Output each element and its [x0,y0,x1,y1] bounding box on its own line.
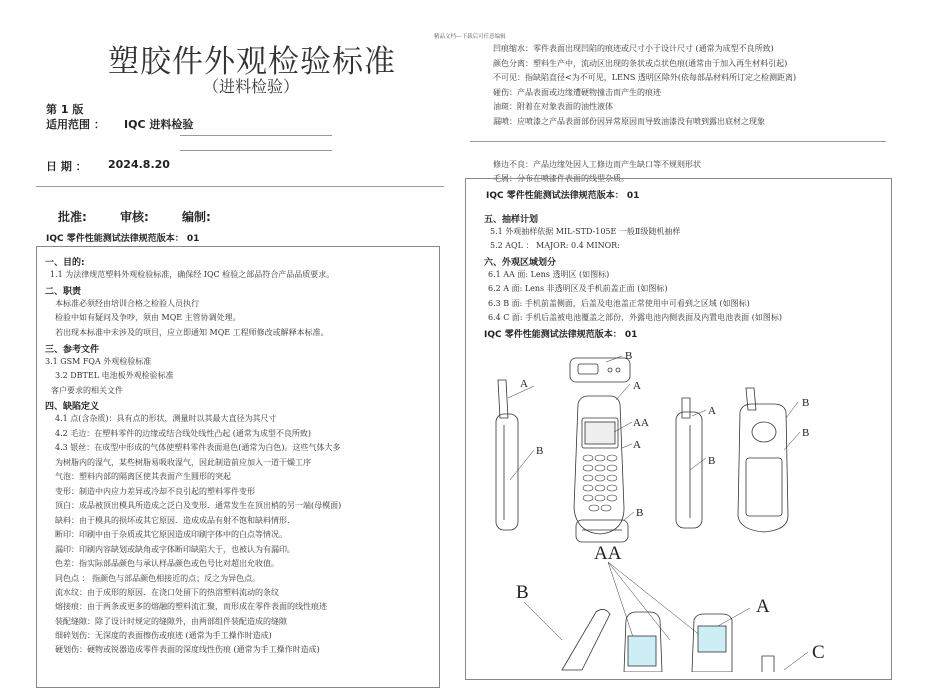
defect-line: 硬划伤：硬物或锐器造成零件表面的深度线性伤痕 (通常为手工操作时造成) [55,645,320,654]
defect-line: 色差：指实际部品颜色与承认样品颜色或色号比对超出允收值。 [55,559,279,568]
section-line: 3.2 DBTEL 电池板外观检验标准 [55,371,174,380]
section-heading: 三、参考文件 [45,345,100,355]
defect-line: 断印：印刷中由于杂质或其它原因造成印刷字体中的白点等情况。 [55,530,287,539]
section-line: 5.1 外观抽样依据 MIL-STD-105E 一般Ⅱ级随机抽样 [490,227,681,236]
label-a: A [520,378,528,390]
phone-area-diagram [470,340,880,672]
right-spec-title-2: IQC 零件性能测试法律规范版本： 01 [484,330,638,340]
section-line: 6.3 B 面: 手机前盖侧面，后盖及电池盖正常使用中可看到之区域 (如图标) [488,299,750,308]
label-b: B [708,455,716,467]
defect-line: 颜色分离：塑料生产中，流动区出现的条状或点状色痕(通常由于加入再生材料引起) [493,59,788,68]
scope-underline-1 [180,135,332,136]
phone-top-view [570,358,630,382]
phone-back-view [738,388,788,532]
defect-line: 4.2 毛边：在塑料零件的边缘或结合线处线性凸起 (通常为成型不良所致) [55,429,312,438]
version-label: 第 1 版 [46,103,84,116]
defect-line: 油斑：附着在对象表面的油性液体 [493,102,613,111]
section-line: 5.2 AQL ： MAJOR: 0.4 MINOR: [490,241,620,250]
right-spec-title: IQC 零件性能测试法律规范版本： 01 [486,191,640,201]
defect-line: 漏喷：应喷漆之产品表面部份因异常原因而导致油漆没有喷到露出底材之现象 [493,117,765,126]
defect-line: 4.1 点(含杂质)：具有点的形状，测量时以其最大直径为其尺寸 [55,414,277,423]
section-line: 6.4 C 面: 手机后盖被电池覆盖之部份，外露电池内侧表面及内置电池表面 (如图标) [488,313,782,322]
label-b: B [625,350,633,362]
phone-front-view [574,396,624,534]
review-label: 审核: [120,210,149,224]
defect-line: 碰伤：产品表面或边缘遭硬物撞击而产生的痕迹 [493,88,661,97]
section-line: 本标准必须经由培训合格之检验人员执行 [55,299,199,308]
section-line: 若出现本标准中未涉及的项目，应立即通知 MQE 工程师修改或解释本标准。 [55,328,329,337]
document-title: 塑胶件外观检验标准 [108,44,396,80]
section-line: 检验中如有疑问及争吵，须由 MQE 主管协调处理。 [55,313,241,322]
defect-line: 凹痕缩水：零件表面出现凹陷的痕迹或尺寸小于设计尺寸 (通常为成型不良所致) [493,44,774,53]
phone-lower-views [562,609,774,672]
defect-line: 为树脂内的湿气，某些树脂易吸收湿气，因此制造前应加入一道干燥工序 [55,458,311,467]
defect-line: 装配缝隙：除了设计时规定的缝隙外，由两部组件装配造成的缝隙 [55,617,287,626]
defect-line: 细碎划伤：无深度的表面擦伤或痕迹 (通常为手工操作时造成) [55,631,272,640]
scope-value: IQC 进料检验 [124,118,194,131]
label-b: B [636,507,644,519]
label-a: A [633,439,641,451]
phone-left-side [496,380,518,530]
defect-line: 漏印：印刷内容缺划或缺角或字体断印缺陷大于，也被认为有漏印。 [55,545,295,554]
date-value: 2024.8.20 [108,158,170,171]
label-c-large: C [812,642,825,663]
label-a: A [708,405,716,417]
defect-line: 不可见：指缺陷直径<为不可见，LENS 透明区除外(依每部品材料所订定之检测距离) [493,73,797,82]
approve-label: 批准: [58,210,87,224]
defect-line: 毛屑：分布在喷漆件表面的线型杂质。 [493,174,629,183]
scope-underline-2 [180,150,332,151]
defect-line: 同色点 ： 指颜色与部品颜色相接近的点；反之为异色点。 [55,574,261,583]
section-line: 6.1 AA 面: Lens 透明区 (如图标) [488,270,610,279]
defect-line: 顶白：成品被顶出模具所造成之泛白及变形．通常发生在顶出梢的另一端(母模面) [55,501,342,510]
label-b-large: B [516,582,529,603]
label-b: B [536,445,544,457]
section-line: 6.2 A 面: Lens 非透明区及手机前盖正面 (如图标) [488,284,668,293]
section-heading: 五、抽样计划 [484,215,539,225]
label-a: A [633,380,641,392]
divider-right [470,141,886,142]
document-subtitle: （进料检验） [203,77,300,96]
label-a-large: A [756,596,770,617]
label-aa: AA [633,417,649,429]
defect-line: 缺料：由于模具的损坏或其它原因．造成成品有射不饱和缺料情形. [55,516,290,525]
section-line: 客户要求的相关文件 [51,386,123,395]
defect-line: 熔接痕：由于两条或更多的熔融的塑料流汇聚，而形成在零件表面的线性痕迹 [55,602,327,611]
label-aa-large: AA [594,543,622,564]
date-label: 日 期 ： [46,160,87,173]
defect-line: 修边不良：产品边缘处因人工修边而产生缺口等不规则形状 [493,160,701,169]
section-heading: 二、职责 [45,287,82,297]
divider-left [36,186,444,187]
defect-line: 气泡：塑料内部的隔离区使其表面产生圆形的突起 [55,472,231,481]
scope-label: 适用范围 ： [46,118,105,131]
section-heading: 四、缺陷定义 [45,402,100,412]
label-b: B [802,397,810,409]
section-heading: 一、目的: [45,258,85,268]
defect-line: 流水纹：由于成形的原因．在浇口处留下的热溶塑料流动的条纹 [55,588,279,597]
section-line: 1.1 为法律规范塑料外观检验标准，确保经 IQC 检验之部品符合产品品质要求。 [50,270,335,279]
left-spec-title: IQC 零件性能测试法律规范版本： 01 [46,234,200,244]
section-heading: 六、外观区域划分 [484,258,557,268]
defect-line: 变形：制造中内应力差异或冷却不良引起的塑料零件变形 [55,487,255,496]
defect-line: 4.3 银丝：在成型中形成的气体使塑料零件表面退色(通常为白色)。这些气体大多 [55,443,341,452]
edit-label: 编制: [182,210,211,224]
phone-right-side [676,398,702,528]
section-line: 3.1 GSM FQA 外观检验标准 [45,357,152,366]
header-note: 精品文档---下载后可任意编辑 [434,34,506,40]
label-b: B [802,427,810,439]
